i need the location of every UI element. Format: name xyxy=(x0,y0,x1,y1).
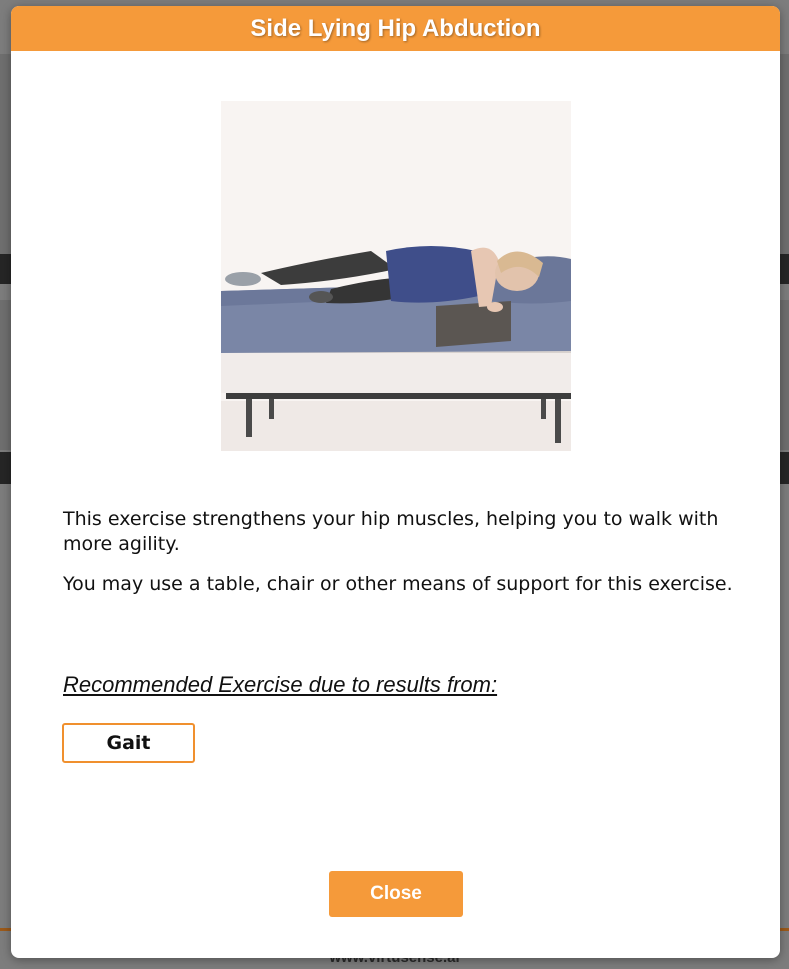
close-button[interactable]: Close xyxy=(329,871,463,917)
modal-header xyxy=(11,6,780,51)
recommended-label: Recommended Exercise due to results from: xyxy=(63,672,498,697)
exercise-description: This exercise strengthens your hip muscles, helping you to walk with more agility. xyxy=(63,508,719,555)
exercise-illustration xyxy=(221,101,571,451)
modal-title: Side Lying Hip Abduction xyxy=(250,14,541,42)
exercise-modal xyxy=(11,6,780,958)
gait-tag-button[interactable]: Gait xyxy=(62,723,195,763)
exercise-support-note: You may use a table, chair or other means of support for this exercise. xyxy=(63,573,733,595)
exercise-image xyxy=(221,101,571,451)
